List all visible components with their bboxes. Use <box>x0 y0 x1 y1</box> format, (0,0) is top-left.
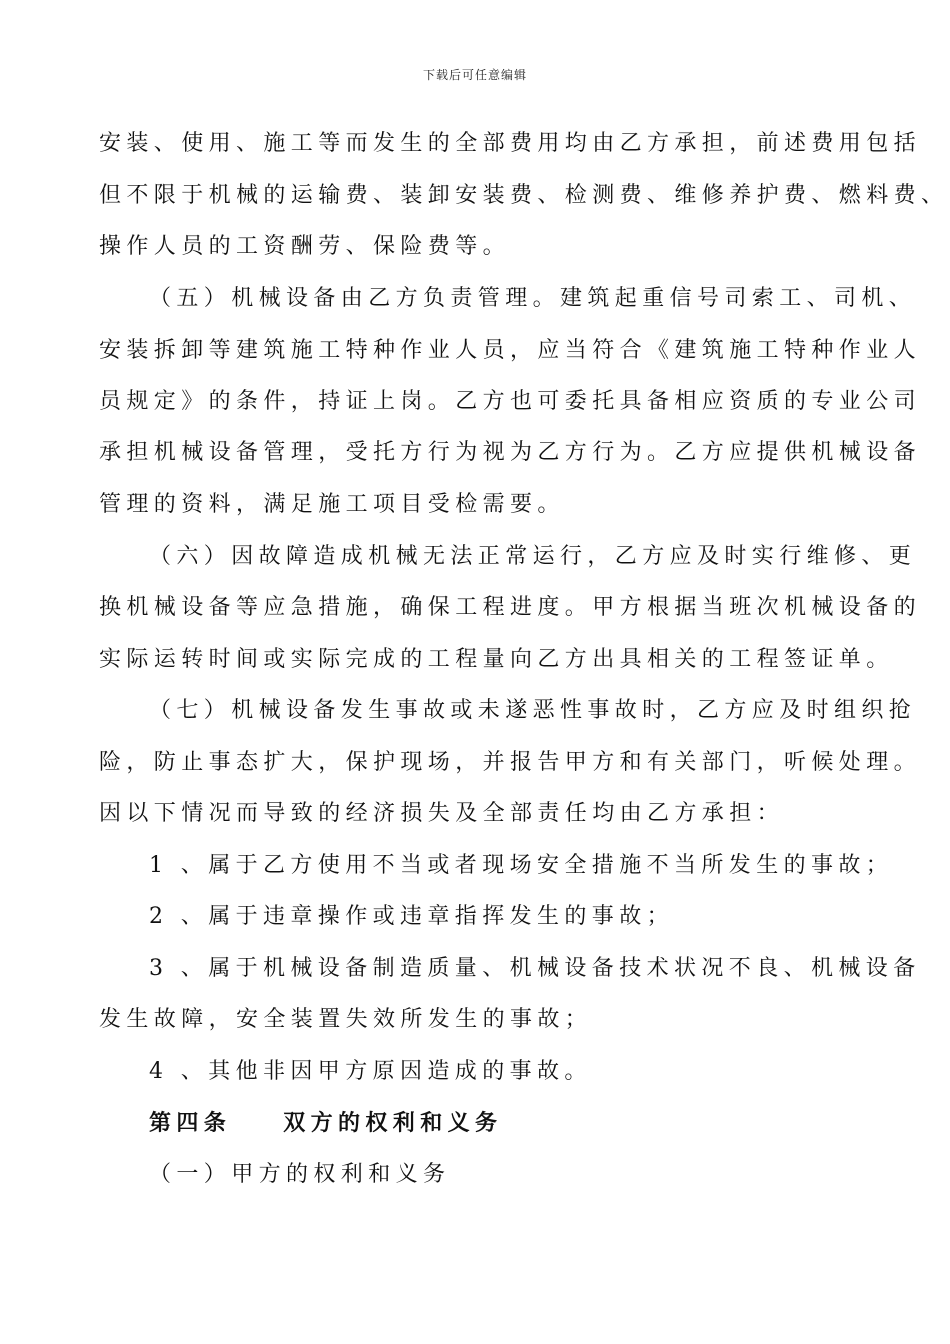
list-item-1: 1 、属于乙方使用不当或者现场安全措施不当所发生的事故； <box>149 853 894 878</box>
body-text-line: 员规定》的条件，持证上岗。乙方也可委托具备相应资质的专业公司 <box>99 389 922 414</box>
body-text-line: 承担机械设备管理，受托方行为视为乙方行为。乙方应提供机械设备 <box>99 440 922 465</box>
page-header-note: 下载后可任意编辑 <box>422 68 527 82</box>
body-text-line: 安装、使用、施工等而发生的全部费用均由乙方承担，前述费用包括 <box>99 131 922 156</box>
clause-6-first-line: （六）因故障造成机械无法正常运行，乙方应及时实行维修、更 <box>149 544 917 569</box>
body-text-line: 险，防止事态扩大，保护现场，并报告甲方和有关部门，听候处理。 <box>99 750 922 775</box>
clause-5-first-line: （五）机械设备由乙方负责管理。建筑起重信号司索工、司机、 <box>149 286 917 311</box>
body-text-line: 发生故障，安全装置失效所发生的事故； <box>99 1007 593 1032</box>
body-text-line: 换机械设备等应急措施，确保工程进度。甲方根据当班次机械设备的 <box>99 595 922 620</box>
body-text-line: 但不限于机械的运输费、装卸安装费、检测费、维修养护费、燃料费、 <box>99 183 949 208</box>
clause-7-first-line: （七）机械设备发生事故或未遂恶性事故时，乙方应及时组织抢 <box>149 698 917 723</box>
article-number: 第四条 <box>149 1110 232 1136</box>
list-item-2: 2 、属于违章操作或违章指挥发生的事故； <box>149 904 674 929</box>
article-title: 双方的权利和义务 <box>283 1110 503 1136</box>
body-text-line: 安装拆卸等建筑施工特种作业人员，应当符合《建筑施工特种作业人 <box>99 338 922 363</box>
subsection-heading: （一）甲方的权利和义务 <box>149 1162 451 1187</box>
body-text-line: 实际运转时间或实际完成的工程量向乙方出具相关的工程签证单。 <box>99 647 894 672</box>
list-item-4: 4 、其他非因甲方原因造成的事故。 <box>149 1059 592 1084</box>
body-text-line: 操作人员的工资酬劳、保险费等。 <box>99 234 511 259</box>
body-text-line: 管理的资料，满足施工项目受检需要。 <box>99 492 565 517</box>
body-text-line: 因以下情况而导致的经济损失及全部责任均由乙方承担： <box>99 801 785 826</box>
article-heading <box>149 1108 502 1138</box>
list-item-3: 3 、属于机械设备制造质量、机械设备技术状况不良、机械设备 <box>149 956 921 981</box>
